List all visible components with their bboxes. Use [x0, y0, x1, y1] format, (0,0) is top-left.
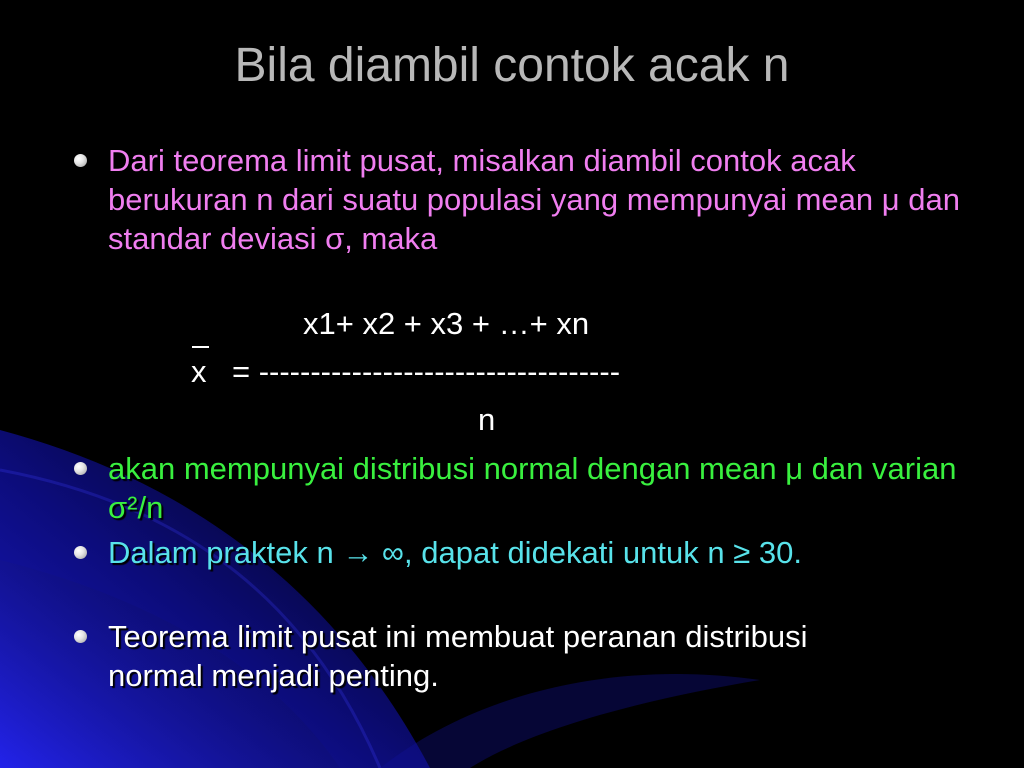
bullet-dot-icon [74, 546, 87, 559]
formula-numerator: x1+ x2 + x3 + …+ xn [303, 306, 590, 341]
bullet-3-text: Dalam praktek n → ∞, dapat didekati untuk n ≥ 30. [108, 535, 802, 570]
bullet-dot-icon [74, 630, 87, 643]
bullet-2-text: akan mempunyai distribusi normal dengan mean μ dan varian σ²/n [108, 451, 957, 525]
slide-title: Bila diambil contok acak n [234, 39, 790, 92]
bullet-dot-icon [74, 154, 87, 167]
formula-equals-line: = ----------------------------------- [232, 354, 621, 389]
formula-denominator: n [478, 402, 496, 437]
formula-lhs: x [191, 354, 207, 389]
x-bar-overline [192, 346, 209, 348]
bullet-1-text: Dari teorema limit pusat, misalkan diambil contok acak berukuran n dari suatu populasi yang mempunyai mean μ dan standar deviasi σ, maka [108, 143, 960, 256]
bullet-4-text: Teorema limit pusat ini membuat peranan distribusi normal menjadi penting. [108, 619, 808, 693]
bullet-dot-icon [74, 462, 87, 475]
